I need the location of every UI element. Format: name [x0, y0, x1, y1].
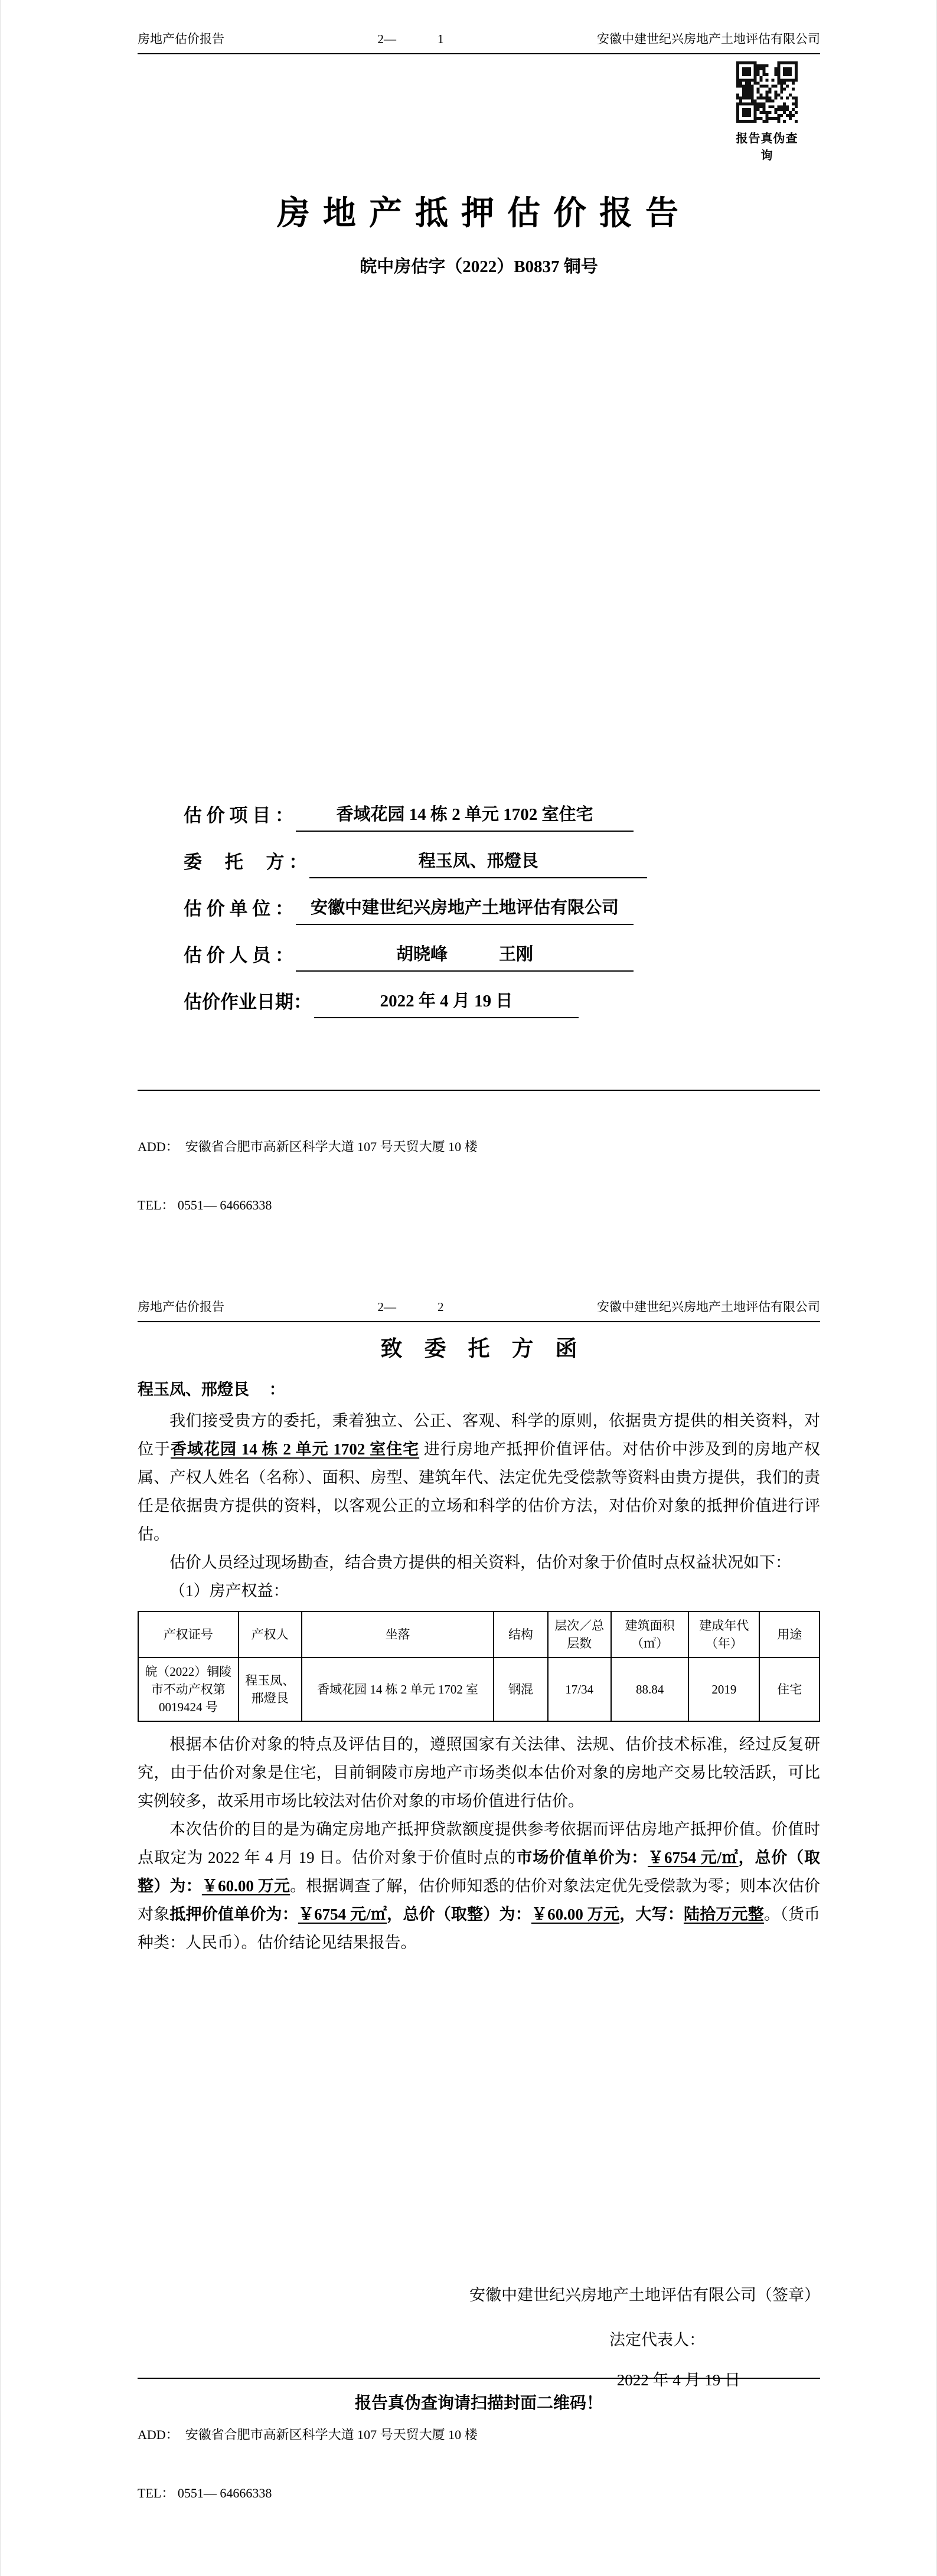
field-value: 安徽中建世纪兴房地产土地评估有限公司 — [296, 894, 634, 925]
footer-address: ADD： 安徽省合肥市高新区科学大道 107 号天贸大厦 10 楼 — [138, 1139, 478, 1154]
field-label: 委 托 方 ： — [184, 852, 308, 872]
header-page-number — [378, 1300, 444, 1315]
header-page-no: 1 — [438, 32, 444, 46]
page-header — [138, 30, 820, 54]
field-label: 估 价 人 员 ： — [184, 945, 293, 966]
table-header-cell: 建成年代（年） — [688, 1611, 759, 1658]
field-label: 估 价 项 目 ： — [184, 805, 293, 826]
page-footer — [138, 1090, 820, 1254]
table-cell-usage: 住宅 — [759, 1658, 820, 1721]
header-doc-type: 房地产估价报告 — [138, 32, 224, 46]
signature-date: 2022 年 4 月 19 日 — [616, 2371, 740, 2389]
letter-paragraph: （1）房产权益： — [169, 1582, 289, 1600]
field-value: 程玉凤、邢燈艮 — [309, 848, 647, 878]
table-cell-area: 88.84 — [611, 1658, 689, 1721]
letter-title: 致 委 托 方 函 — [380, 1337, 577, 1361]
table-cell-location: 香域花园 14 栋 2 单元 1702 室 — [302, 1658, 494, 1721]
qr-verification-block — [731, 61, 803, 163]
field-row-client — [184, 832, 818, 878]
footer-address: ADD： 安徽省合肥市高新区科学大道 107 号天贸大厦 10 楼 — [138, 2427, 478, 2442]
field-label: 估价作业日期： — [184, 992, 312, 1012]
field-row-agency — [184, 878, 818, 925]
header-page-no: 2 — [438, 1300, 444, 1314]
field-label: 估 价 单 位 ： — [184, 898, 293, 919]
footer-tel: TEL： 0551— 64666338 — [138, 1198, 272, 1212]
report-number: 皖中房估字（2022）B0837 铜号 — [360, 257, 598, 276]
table-header-cell: 层次／总层数 — [548, 1611, 611, 1658]
field-row-appraisers — [184, 925, 818, 972]
letter-paragraph: 根据本估价对象的特点及评估目的，遵照国家有关法律、法规、估价技术标准，经过反复研究，由于估价对象是住宅，目前铜陵市房地产市场类似本估价对象的房地产交易比较活跃，可比实例较多，故采用市场比较法对估价对象的市场价值进行估价。 — [138, 1735, 820, 1810]
qr-code — [736, 61, 798, 123]
header-company: 安徽中建世纪兴房地产土地评估有限公司 — [597, 1300, 820, 1314]
field-row-project — [184, 785, 818, 832]
table-cell-owner: 程玉凤、邢燈艮 — [239, 1658, 302, 1721]
table-header-cell: 结构 — [494, 1611, 547, 1658]
qr-caption: 报告真伪查询 — [736, 132, 798, 162]
field-value: 胡晓峰 王刚 — [296, 941, 634, 972]
page-header — [138, 1297, 820, 1322]
table-header-cell: 产权证号 — [138, 1611, 239, 1658]
table-cell-structure: 钢混 — [494, 1658, 547, 1721]
table-cell-cert-no: 皖（2022）铜陵市不动产权第0019424 号 — [138, 1658, 239, 1721]
property-rights-table — [138, 1611, 820, 1722]
table-header-cell: 坐落 — [302, 1611, 494, 1658]
letter-paragraph: 本次估价的目的是为确定房地产抵押贷款额度提供参考依据而评估房地产抵押价值。价值时点取定为 2022 年 4 月 19 日。估价对象于价值时点的市场价值单价为：￥6754 元/㎡，总价（取整）为：￥60.00 万元。根据调查了解，估价师知悉的估价对象法定优先受偿款为零；则本次估价对象抵押价值单价为：￥6754 元/㎡，总价（取整）为：￥60.00 万元，大写：陆拾万元整。（货币种类：人民币）。估价结论见结果报告。 — [138, 1820, 821, 1951]
letter-paragraph: 估价人员经过现场勘查，结合贵方提供的相关资料，估价对象于价值时点权益状况如下： — [169, 1554, 791, 1571]
table-header-cell: 用途 — [759, 1611, 820, 1658]
letter-salutation: 程玉凤、邢燈艮 ： — [138, 1381, 285, 1398]
letter-paragraph: 我们接受贵方的委托，秉着独立、公正、客观、科学的原则，依据贵方提供的相关资料，对位于香域花园 14 栋 2 单元 1702 室住宅 进行房地产抵押价值评估。对估价中涉及到的房地产权属、产权人姓名（名称）、面积、房型、建筑年代、法定优先受偿款等资料由贵方提供，我们的责任是依据贵方提供的资料，以客观公正的立场和科学的估价方法，对估价对象的抵押价值进行评估。 — [138, 1412, 821, 1543]
table-header-cell: 产权人 — [239, 1611, 302, 1658]
letter-page — [1, 1288, 936, 2576]
report-title: 房 地 产 抵 押 估 价 报 告 — [277, 195, 681, 232]
footer-tel: TEL： 0551— 64666338 — [138, 2486, 272, 2500]
page-footer — [138, 2378, 820, 2542]
header-page-number — [378, 32, 444, 47]
field-row-date — [184, 972, 818, 1018]
cover-fields — [184, 785, 818, 1018]
table-header-cell: 建筑面积（㎡） — [611, 1611, 689, 1658]
signature-company: 安徽中建世纪兴房地产土地评估有限公司（签章） — [469, 2286, 820, 2304]
field-value: 香域花园 14 栋 2 单元 1702 室住宅 — [296, 801, 634, 832]
table-cell-floor: 17/34 — [548, 1658, 611, 1721]
field-value: 2022 年 4 月 19 日 — [314, 988, 579, 1018]
table-header-row — [138, 1611, 820, 1658]
header-page-prefix: 2— — [377, 1300, 396, 1314]
qr-scan-notice: 报告真伪查询请扫描封面二维码！ — [354, 2394, 603, 2412]
letter-body — [138, 1407, 820, 1957]
table-row — [138, 1658, 820, 1721]
table-cell-year: 2019 — [688, 1658, 759, 1721]
legal-representative-label: 法定代表人： — [609, 2331, 705, 2349]
report-cover-page — [1, 0, 936, 1288]
header-company: 安徽中建世纪兴房地产土地评估有限公司 — [597, 32, 820, 46]
header-page-prefix: 2— — [377, 32, 396, 46]
header-doc-type: 房地产估价报告 — [138, 1300, 224, 1314]
